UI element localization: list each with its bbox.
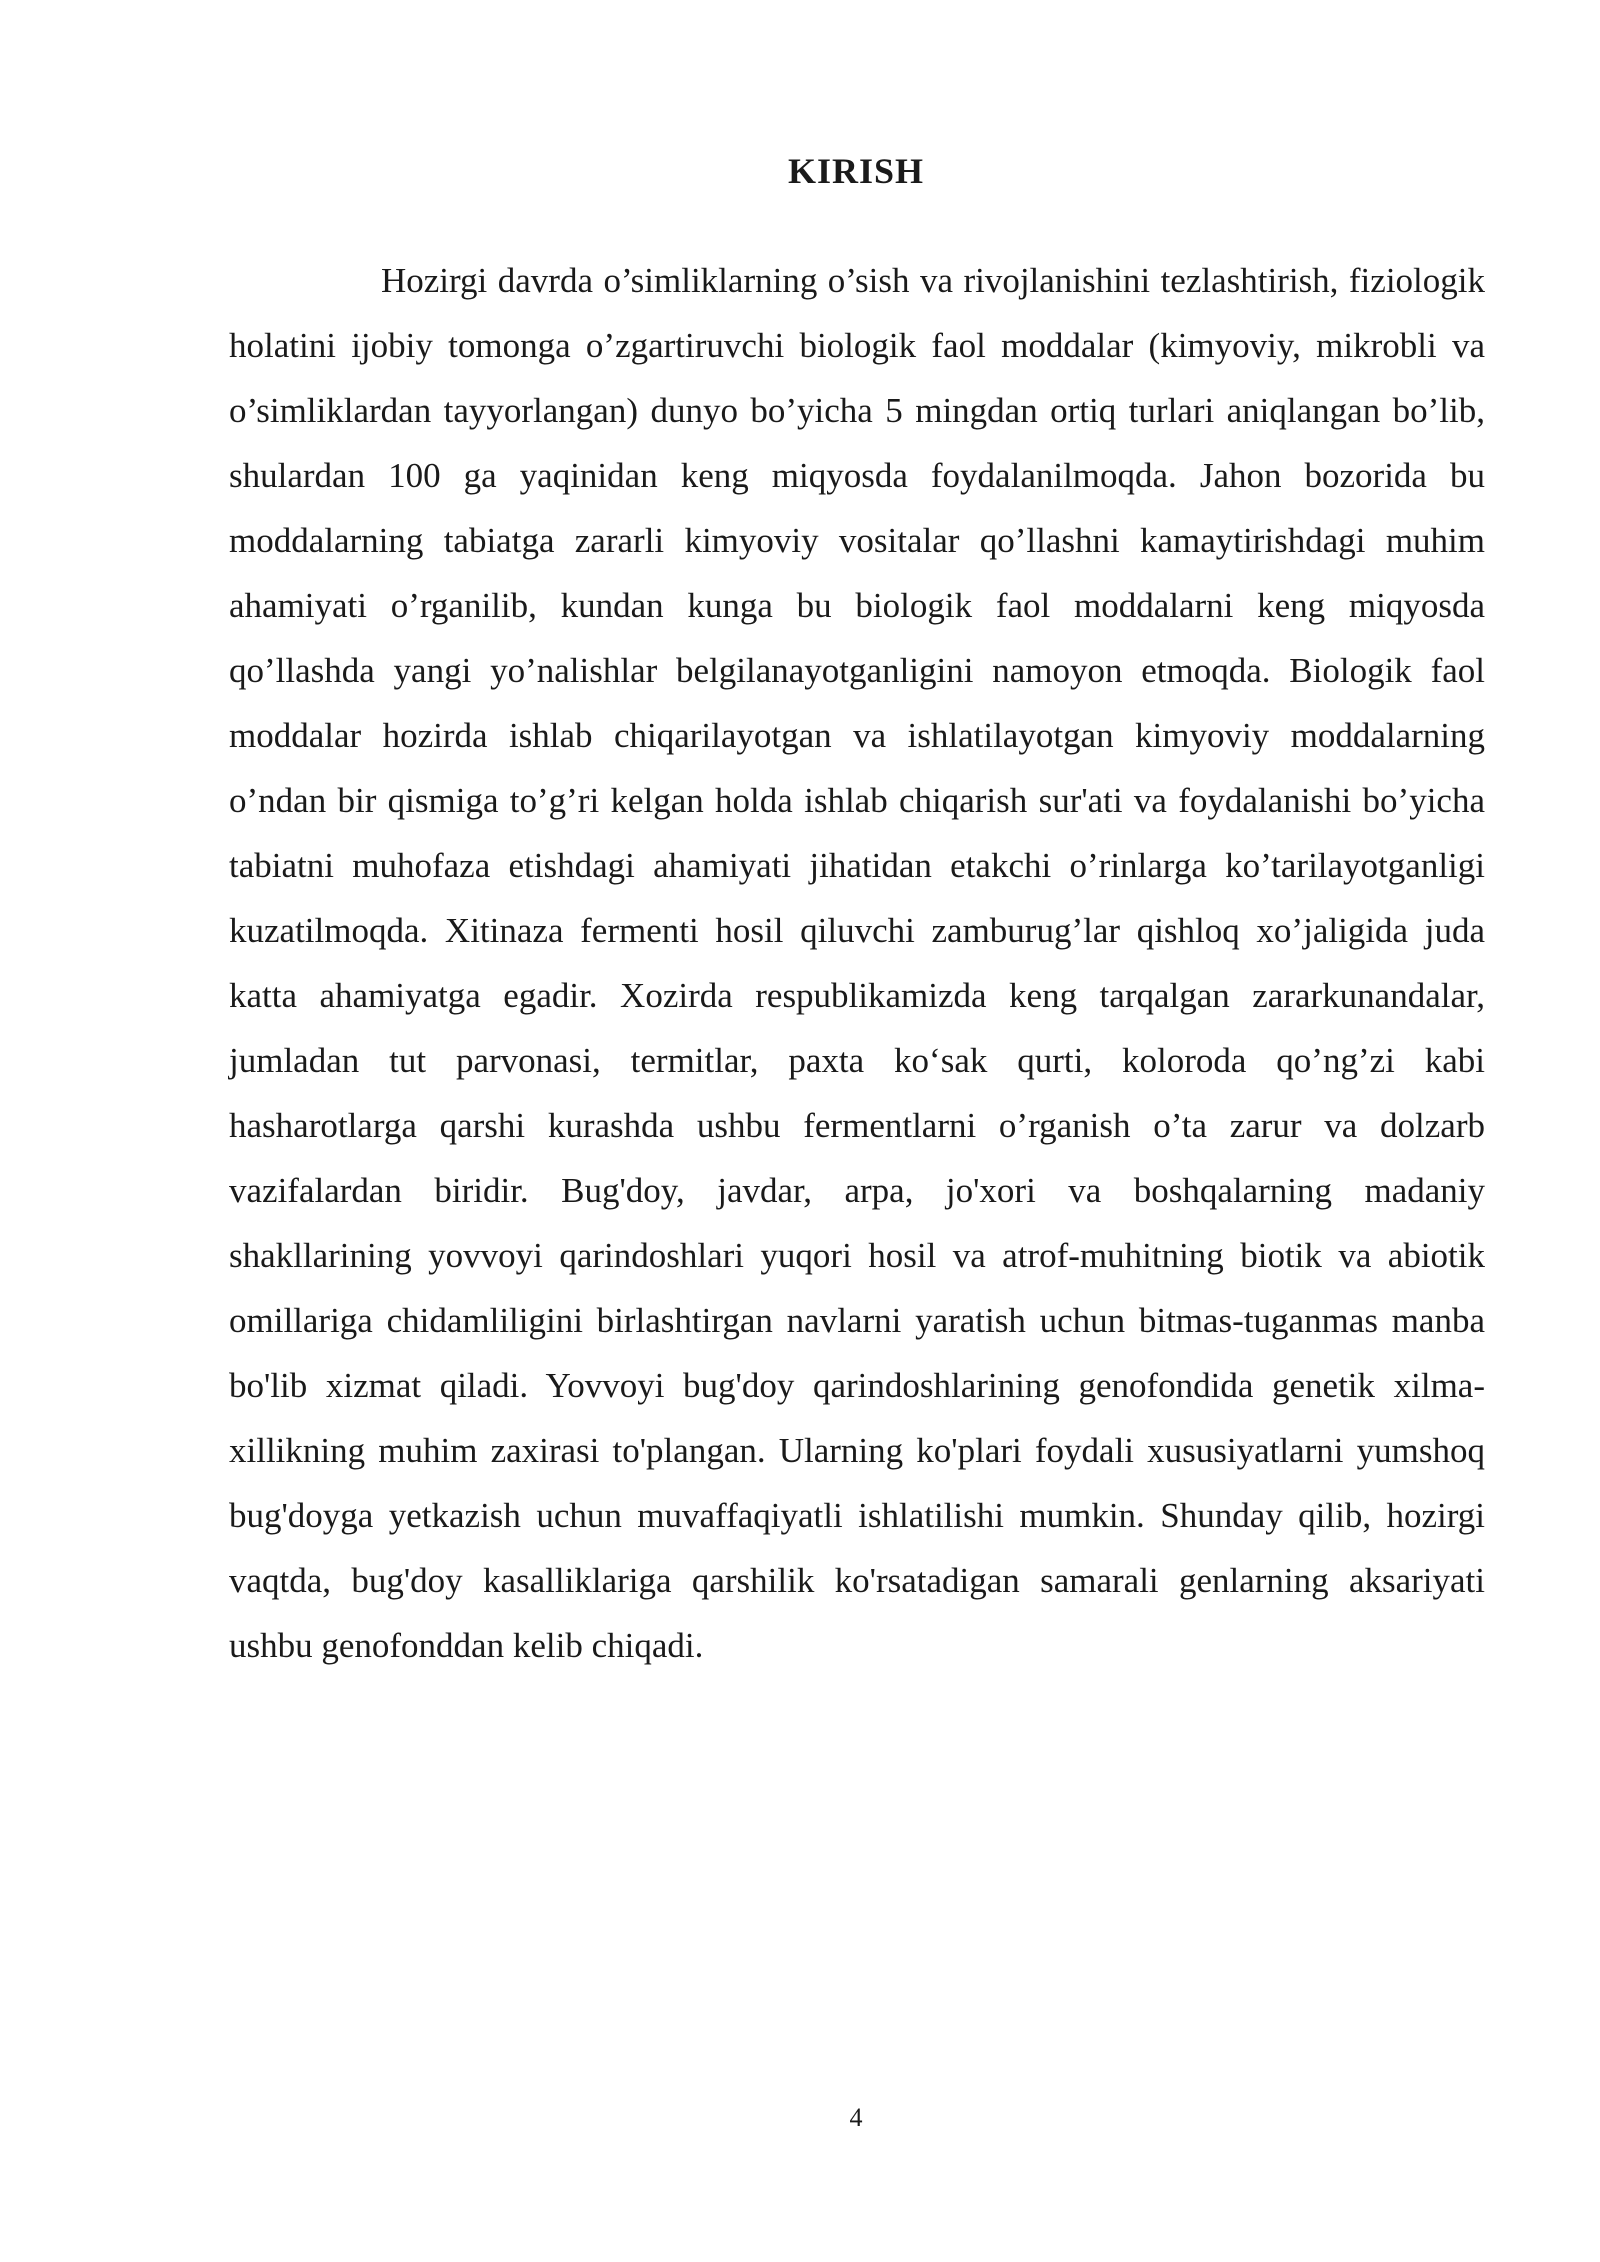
body-paragraph: Hozirgi davrda o’simliklarning o’sish va rivojlanishini tezlashtirish, fiziologik holatini ijobiy tomonga o’zgartiruvchi biologik faol moddalar (kimyoviy, mikrobli va o’simliklardan tayyorlangan) dunyo bo’yicha 5 mingdan ortiq turlari aniqlangan bo’lib, shulardan 100 ga yaqinidan keng miqyosda foydalanilmoqda. Jahon bozorida bu moddalarning tabiatga zararli kimyoviy vositalar qo’llashni kamaytirishdagi muhim ahamiyati o’rganilib, kundan kunga bu biologik faol moddalarni keng miqyosda qo’llashda yangi yo’nalishlar belgilanayotganligini namoyon etmoqda. Biologik faol moddalar hozirda ishlab chiqarilayotgan va ishlatilayotgan kimyoviy moddalarning o’ndan bir qismiga to’g’ri kelgan holda ishlab chiqarish sur'ati va foydalanishi bo’yicha tabiatni muhofaza etishdagi ahamiyati jihatidan etakchi o’rinlarga ko’tarilayotganligi kuzatilmoqda. Xitinaza fermenti hosil qiluvchi zamburug’lar qishloq xo’jaligida juda katta ahamiyatga egadir. Xozirda respublikamizda keng tarqalgan zararkunandalar, jumladan tut parvonasi, termitlar, paxta ko‘sak qurti, koloroda qo’ng’zi kabi hasharotlarga qarshi kurashda ushbu fermentlarni o’rganish o’ta zarur va dolzarb vazifalardan biridir. Bug'doy, javdar, arpa, jo'xori va boshqalarning madaniy shakllarining yovvoyi qarindoshlari yuqori hosil va atrof-muhitning biotik va abiotik omillariga chidamliligini birlashtirgan navlarni yaratish uchun bitmas-tuganmas manba bo'lib xizmat qiladi. Yovvoyi bug'doy qarindoshlarining genofondida genetik xilma-xillikning muhim zaxirasi to'plangan. Ularning ko'plari foydali xususiyatlarni yumshoq bug'doyga yetkazish uchun muvaffaqiyatli ishlatilishi mumkin. Shunday qilib, hozirgi vaqtda, bug'doy kasalliklariga qarshilik ko'rsatadigan samarali genlarning aksariyati ushbu genofonddan kelib chiqadi. bbox=[229, 261, 1485, 1665]
page-title: KIRISH bbox=[787, 151, 925, 191]
page-number: 4 bbox=[849, 2103, 863, 2132]
